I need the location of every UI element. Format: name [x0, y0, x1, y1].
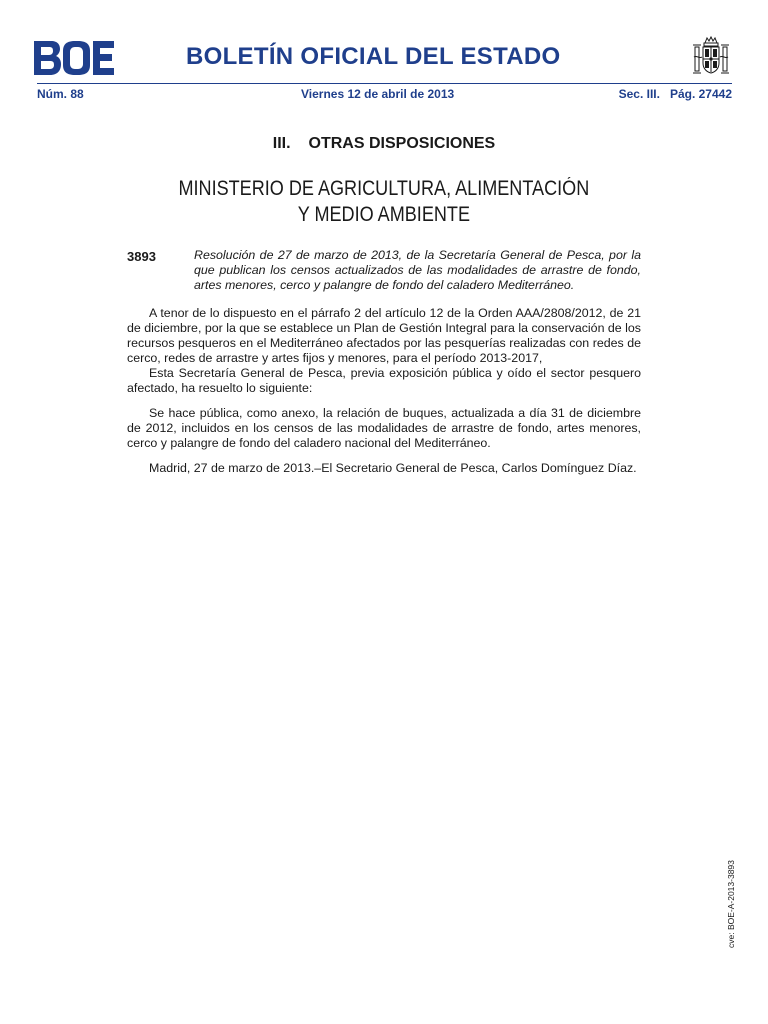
cve-code-text: cve: BOE-A-2013-3893: [726, 860, 736, 948]
section-number: III.: [272, 135, 291, 152]
ministry-heading: [54, 176, 714, 228]
coat-of-arms-icon: [691, 35, 731, 79]
issue-number: Núm. 88: [37, 87, 84, 101]
section-title: OTRAS DISPOSICIONES: [308, 135, 496, 152]
section-heading: [0, 135, 768, 153]
body-paragraph: Se hace pública, como anexo, la relación de buques, actualizada a día 31 de diciembre de 2012, incluidos en los censos de las modalidades de arrastre de fondo, artes menores, cerco y palangre de fondo del caladero nacional del Mediterráneo.: [127, 406, 641, 450]
issue-date: Viernes 12 de abril de 2013: [301, 87, 455, 101]
document-body: [127, 306, 641, 476]
ministry-line-2: Y MEDIO AMBIENTE: [297, 203, 470, 226]
document-number: 3893: [127, 249, 156, 264]
header-divider: [37, 83, 732, 84]
section-page: Sec. III. Pág. 27442: [618, 87, 732, 101]
cve-code: [726, 860, 736, 958]
body-paragraph: Esta Secretaría General de Pesca, previa exposición pública y oído el sector pesquero afectado, ha resuelto lo siguiente:: [127, 366, 641, 395]
ministry-line-1: MINISTERIO DE AGRICULTURA, ALIMENTACIÓN: [178, 177, 590, 200]
document-summary: Resolución de 27 de marzo de 2013, de la Secretaría General de Pesca, por la que publican los censos actualizados de las modalidades de arrastre de fondo, artes menores, cerco y palangre de fondo del caladero Mediterráneo.: [194, 248, 641, 292]
body-paragraph: A tenor de lo dispuesto en el párrafo 2 del artículo 12 de la Orden AAA/2808/2012, de 21 de diciembre, por la que se establece un Plan de Gestión Integral para la conservación de los recursos pesqueros en el Mediterráneo afectados por las pesquerías realizadas con redes de cerco, redes de arrastre y artes fijos y menores, para el período 2013-2017,: [127, 306, 641, 365]
signature-paragraph: Madrid, 27 de marzo de 2013.–El Secretario General de Pesca, Carlos Domínguez Díaz.: [149, 461, 637, 475]
journal-title: BOLETÍN OFICIAL DEL ESTADO: [186, 43, 561, 70]
boe-logo: [34, 41, 114, 75]
